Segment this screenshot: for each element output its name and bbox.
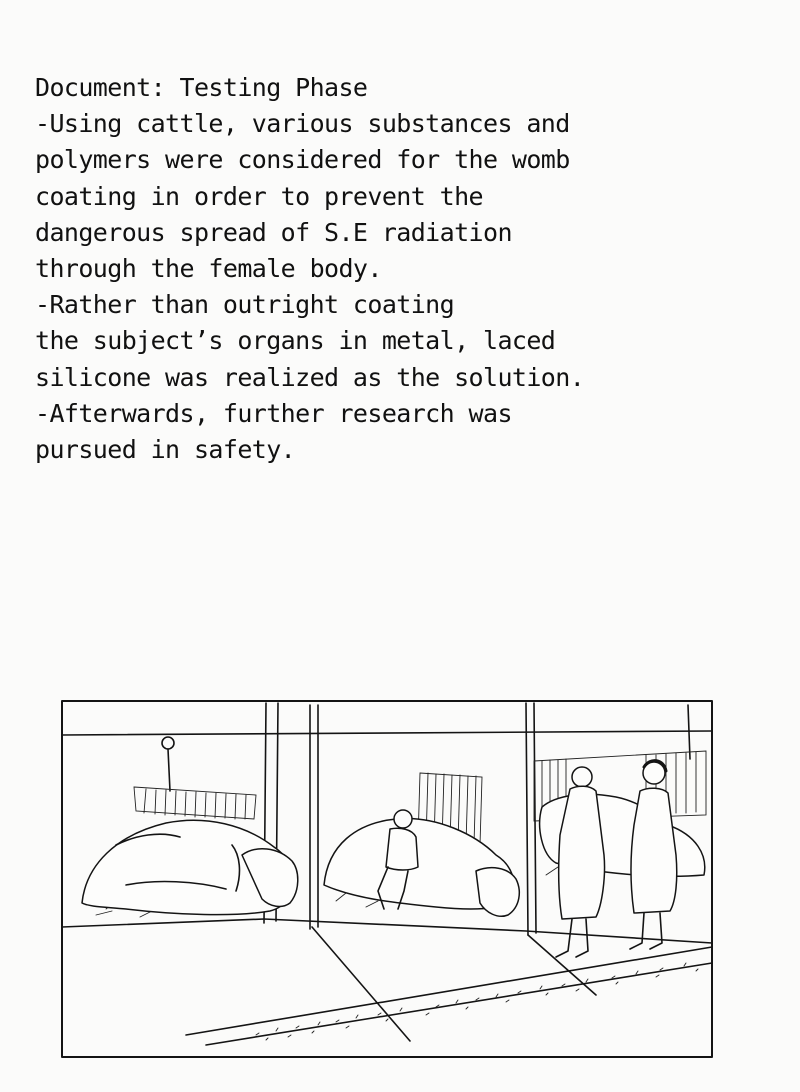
stall-slats-left	[134, 787, 256, 819]
text-line: through the female body.	[35, 254, 382, 284]
post-far-right	[688, 705, 690, 759]
document-heading: Document: Testing Phase	[35, 73, 368, 102]
text-line: coating in order to prevent the	[35, 181, 483, 211]
text-line: -Afterwards, further research was	[35, 398, 512, 428]
sketch-drawing	[56, 695, 720, 1065]
researcher-standing-2	[630, 761, 677, 949]
text-line: -Rather than outright coating	[35, 290, 455, 320]
text-line: the subject’s organs in metal, laced	[35, 326, 556, 356]
document-text-block	[35, 70, 775, 468]
post-right	[526, 703, 536, 935]
text-line: -Using cattle, various substances and	[35, 109, 570, 139]
stall-illustration	[56, 695, 720, 1065]
text-line: dangerous spread of S.E radiation	[35, 217, 512, 247]
walkway-edge-lower	[206, 963, 712, 1045]
researcher-standing-1	[556, 767, 605, 957]
post-middle	[310, 705, 318, 929]
text-line: silicone was realized as the solution.	[35, 362, 585, 392]
ceiling-line	[62, 731, 712, 735]
hanging-lamp	[162, 737, 174, 749]
text-line: pursued in safety.	[35, 435, 296, 465]
cow-middle	[324, 818, 519, 916]
text-line: polymers were considered for the womb	[35, 145, 570, 175]
floor-edge	[62, 919, 712, 943]
walkway-edge	[186, 947, 712, 1035]
stall-divider-floor	[312, 927, 596, 1041]
